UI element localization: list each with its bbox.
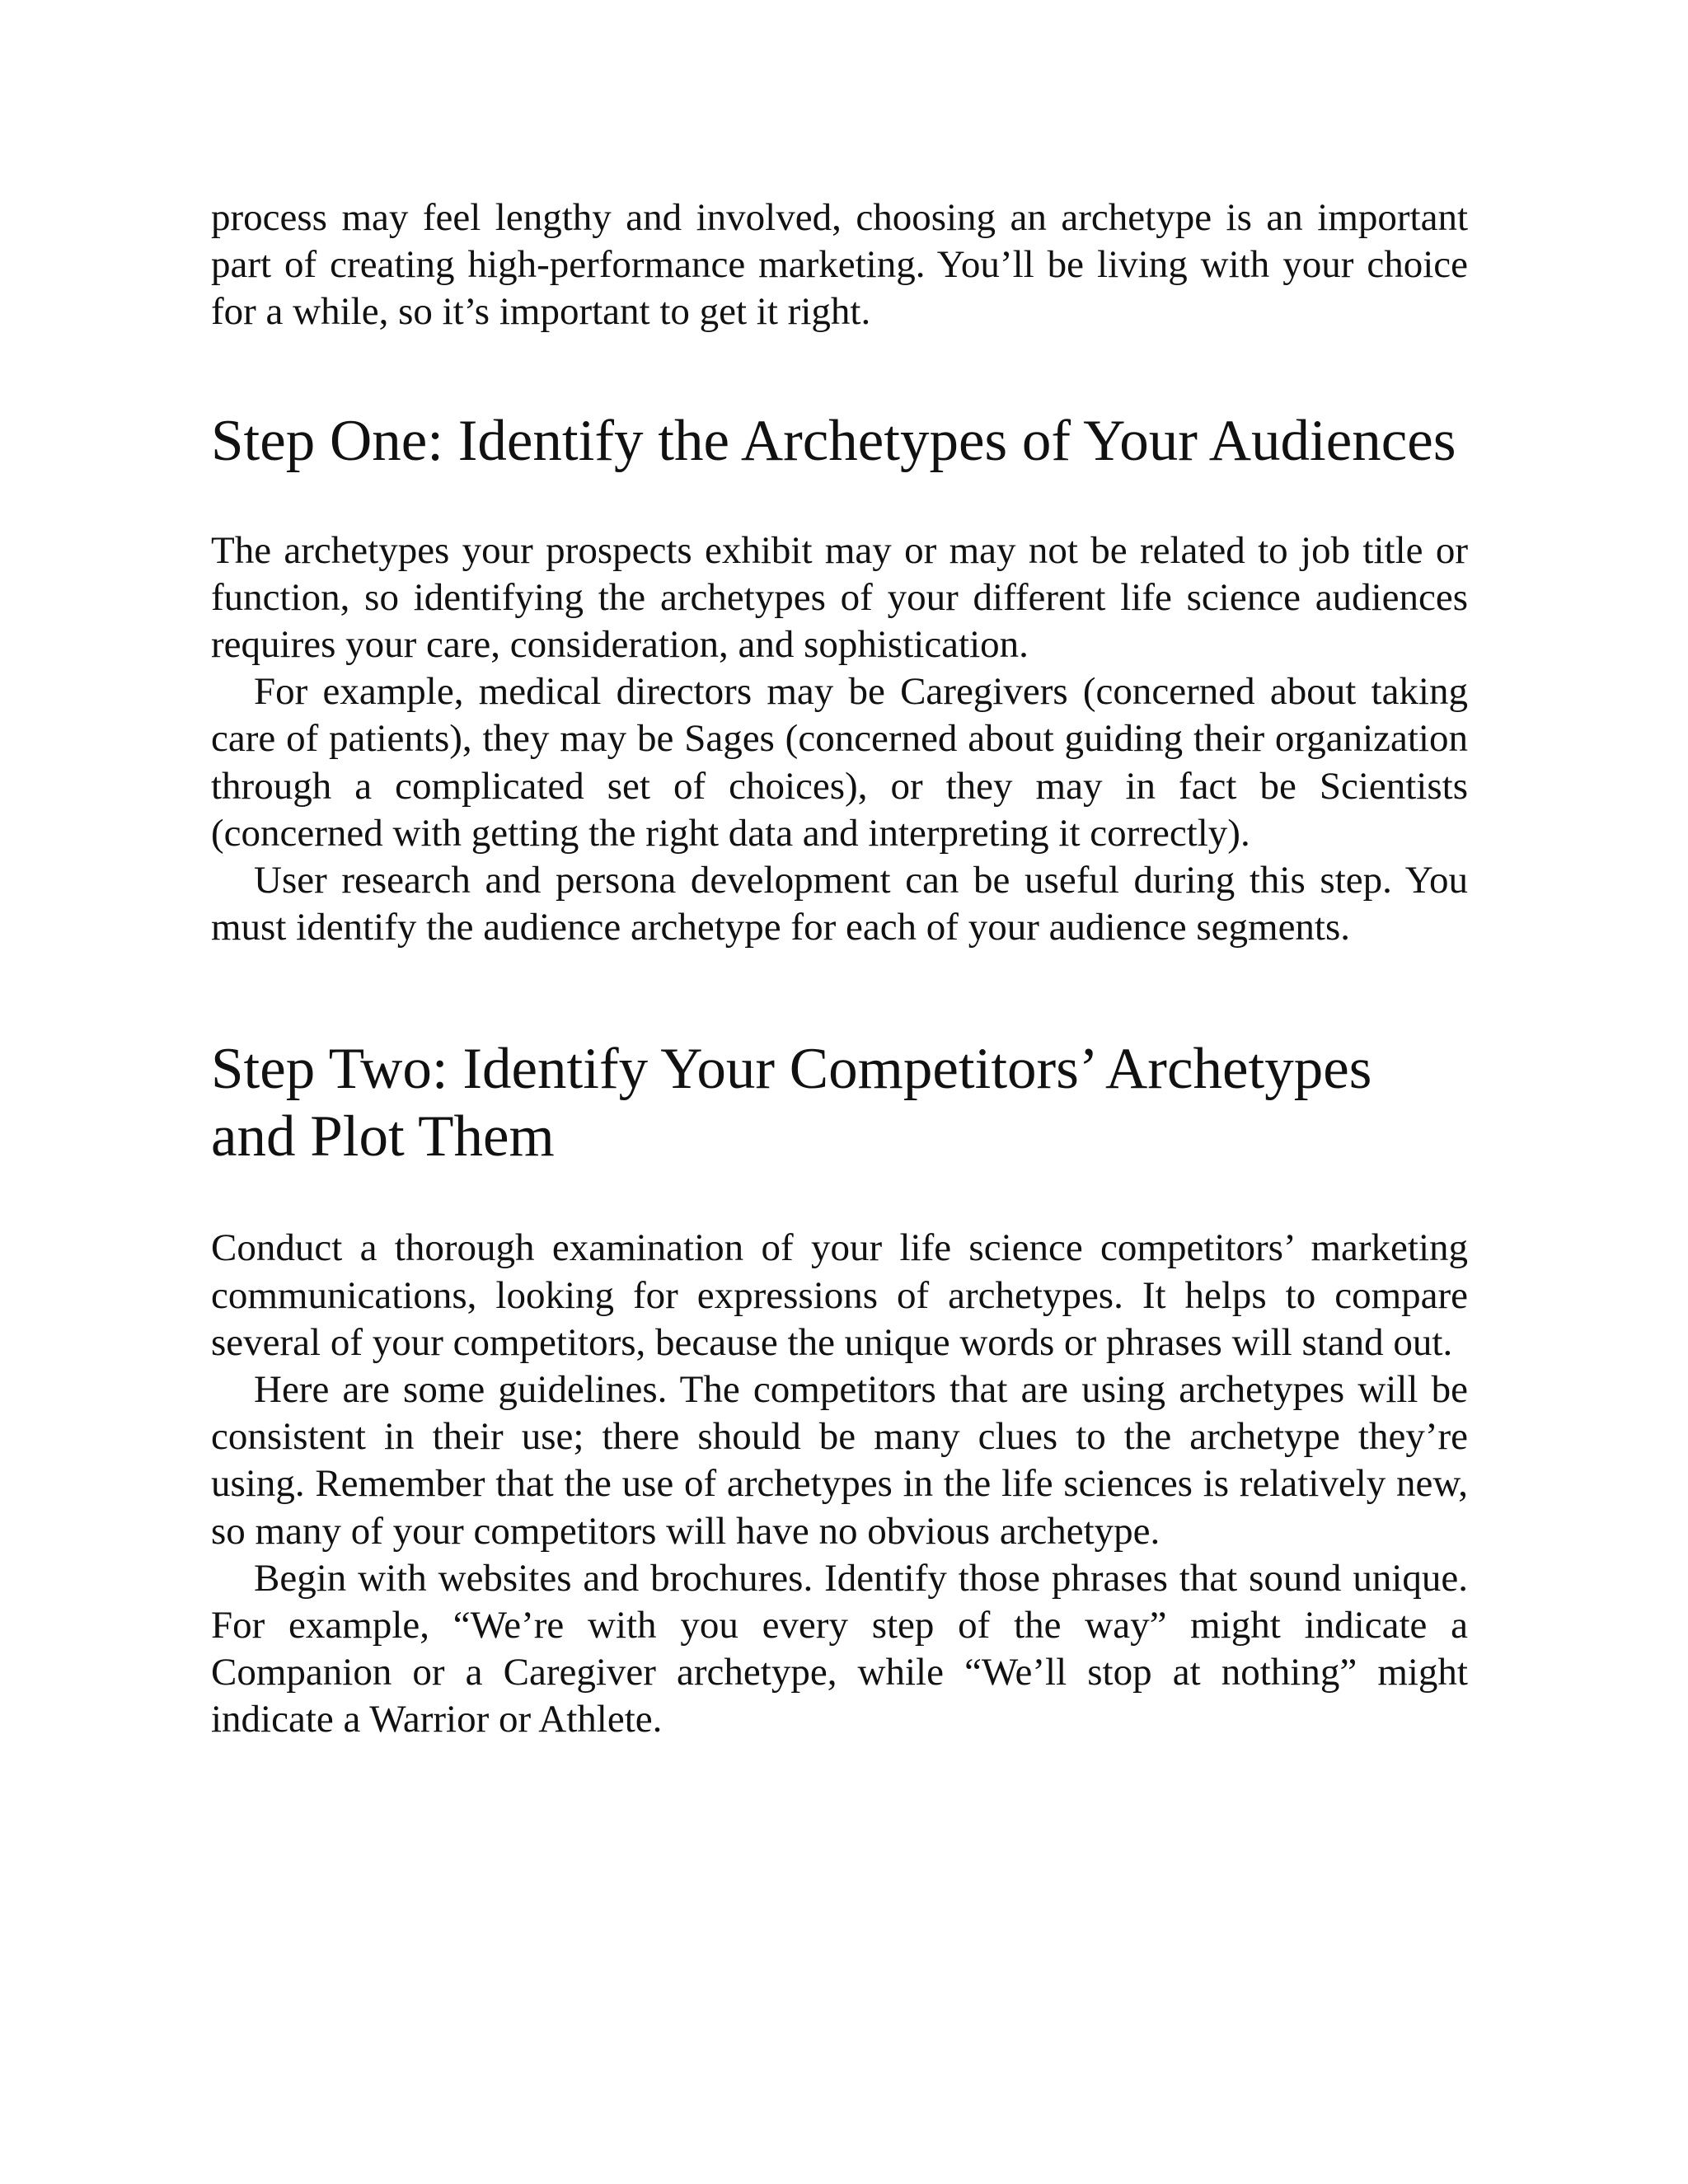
step-one-paragraph-1: The archetypes your prospects exhibit may or may not be related to job title or function, so identifying the archetypes of your different life science audiences requires your care, consideration, and sophistication.	[211, 528, 1468, 667]
step-one-paragraph-2: For example, medical directors may be Caregivers (concerned about taking care of patients), they may be Sages (concerned about guiding their organization through a complicated set of choices), or they may in fact be Scientists (concerned with getting the right data and interpreting it correctly).	[211, 670, 1468, 855]
step-two-paragraph-3: Begin with websites and brochures. Identify those phrases that sound unique. For example, “We’re with you every step of the way” might indicate a Companion or a Caregiver archetype, while “We’ll stop at nothing” might indicate a Warrior or Athlete.	[211, 1556, 1468, 1741]
step-one-heading: Step One: Identify the Archetypes of Your Audiences	[211, 408, 1456, 473]
step-two-heading: Step Two: Identify Your Competitors’ Archetypes and Plot Them	[211, 1037, 1372, 1169]
step-one-paragraph-3: User research and persona development can be useful during this step. You must identify the audience archetype for each of your audience segments.	[211, 859, 1468, 949]
intro-paragraph: process may feel lengthy and involved, choosing an archetype is an important part of creating high-performance marketing. You’ll be living with your choice for a while, so it’s important to get it right.	[211, 196, 1468, 334]
page-content	[211, 194, 1468, 1744]
step-two-paragraph-1: Conduct a thorough examination of your life science competitors’ marketing communications, looking for expressions of archetypes. It helps to compare several of your competitors, because the unique words or phrases will stand out.	[211, 1226, 1468, 1364]
step-two-paragraph-2: Here are some guidelines. The competitors that are using archetypes will be consistent in their use; there should be many clues to the archetype they’re using. Remember that the use of archetypes in the life sciences is relatively new, so many of your competitors will have no obvious archetype.	[211, 1368, 1468, 1553]
